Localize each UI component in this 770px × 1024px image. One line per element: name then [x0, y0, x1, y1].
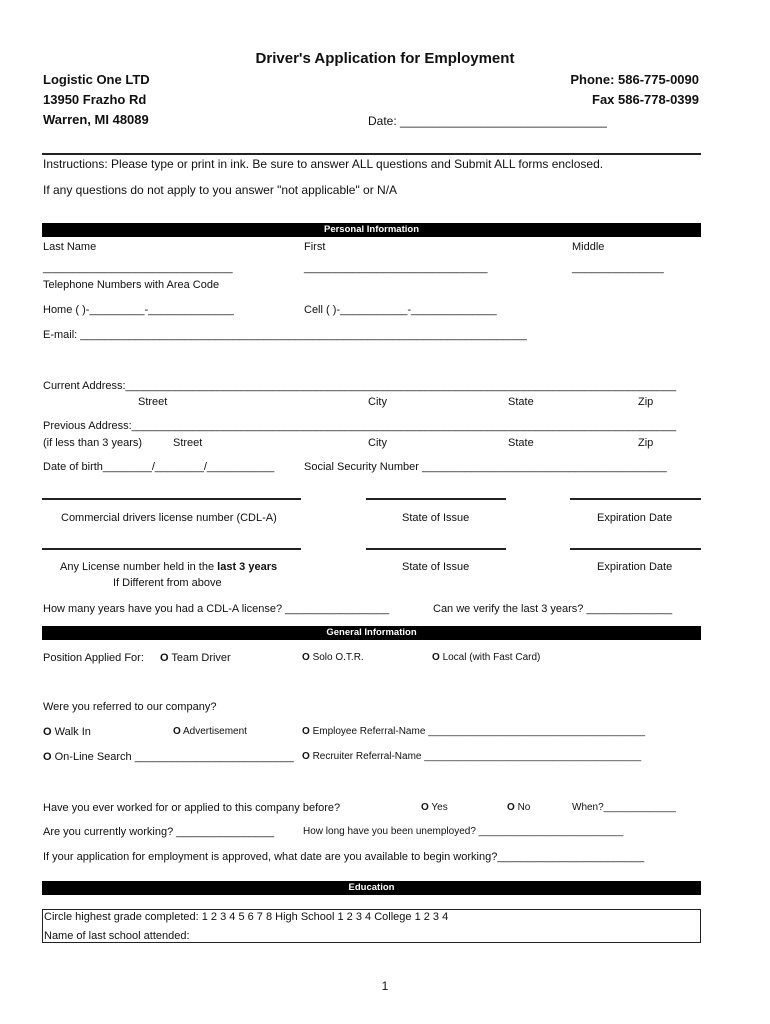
team-driver-option[interactable]: O Team Driver — [160, 652, 231, 664]
verify-field[interactable]: Can we verify the last 3 years? ______________ — [433, 603, 673, 615]
email-field[interactable]: E-mail: _________________________________________________________________________ — [43, 329, 527, 341]
available-date-field[interactable]: If your application for employment is approved, what date are you available to begin working?________________________ — [43, 851, 645, 863]
worked-before-when[interactable]: When?_____________ — [572, 802, 676, 813]
cdl-number-line[interactable] — [42, 498, 301, 500]
recruiter-referral-option[interactable]: O Recruiter Referral-Name _______________________________________ — [302, 751, 642, 762]
home-phone-field[interactable]: Home ( )-_________-______________ — [43, 304, 234, 316]
worked-before-no[interactable]: O No — [507, 802, 531, 813]
other-license-expiration-line[interactable] — [570, 548, 701, 550]
cdl-state-label: State of Issue — [402, 512, 470, 524]
current-address-field[interactable]: Current Address:__________________________________________________________________________________________ — [43, 380, 677, 392]
other-license-line[interactable] — [42, 548, 301, 550]
cdl-state-line[interactable] — [366, 498, 506, 500]
general-information-header: General Information — [42, 626, 701, 640]
local-option[interactable]: O Local (with Fast Card) — [432, 652, 541, 663]
company-street: 13950 Frazho Rd — [43, 92, 147, 107]
other-license-state-line[interactable] — [366, 548, 506, 550]
date-field[interactable]: Date: _______________________________ — [368, 114, 607, 128]
middle-name-field[interactable]: _______________ — [572, 262, 664, 274]
position-applied-label: Position Applied For: — [43, 652, 144, 664]
current-state-label: State — [508, 396, 534, 408]
worked-before-question: Have you ever worked for or applied to this company before? — [43, 802, 341, 814]
previous-address-field[interactable]: Previous Address:_________________________________________________________________________________________ — [43, 420, 677, 432]
previous-street-label: Street — [173, 437, 203, 449]
current-zip-label: Zip — [638, 396, 654, 408]
worked-before-yes[interactable]: O Yes — [421, 802, 448, 813]
first-name-label: First — [304, 241, 326, 253]
highest-grade-field[interactable]: Circle highest grade completed: 1 2 3 4 5 6 7 8 High School 1 2 3 4 College 1 2 3 4 — [44, 911, 449, 923]
other-license-expiration-label: Expiration Date — [597, 561, 673, 573]
date-of-birth-field[interactable]: Date of birth________/________/___________ — [43, 461, 275, 473]
other-license-label: Any License number held in the last 3 years — [60, 561, 278, 573]
cdl-years-field[interactable]: How many years have you had a CDL-A license? _________________ — [43, 603, 390, 615]
current-street-label: Street — [138, 396, 168, 408]
company-city: Warren, MI 48089 — [43, 112, 149, 127]
if-different-label: If Different from above — [113, 577, 222, 589]
walk-in-option[interactable]: O Walk In — [43, 726, 91, 738]
previous-state-label: State — [508, 437, 534, 449]
last-name-label: Last Name — [43, 241, 97, 253]
cell-phone-field[interactable]: Cell ( )-___________-______________ — [304, 304, 497, 316]
last-school-field[interactable]: Name of last school attended: — [44, 930, 190, 942]
company-phone: Phone: 586-775-0090 — [570, 72, 699, 87]
currently-working-field[interactable]: Are you currently working? ________________ — [43, 826, 275, 838]
first-name-field[interactable]: ______________________________ — [304, 262, 488, 274]
employee-referral-option[interactable]: O Employee Referral-Name _______________________________________ — [302, 726, 646, 737]
referred-question: Were you referred to our company? — [43, 701, 217, 713]
other-license-state-label: State of Issue — [402, 561, 470, 573]
cdl-expiration-line[interactable] — [570, 498, 701, 500]
previous-city-label: City — [368, 437, 387, 449]
last-name-field[interactable]: _______________________________ — [43, 262, 233, 274]
unemployed-duration-field[interactable]: How long have you been unemployed? __________________________ — [303, 826, 624, 837]
instructions-line-1: Instructions: Please type or print in ink. Be sure to answer ALL questions and Submit ALL forms enclosed. — [43, 157, 604, 171]
ssn-field[interactable]: Social Security Number ________________________________________ — [304, 461, 667, 473]
less-than-label: (if less than 3 years) — [43, 437, 143, 449]
personal-information-header: Personal Information — [42, 223, 701, 237]
cdl-number-label: Commercial drivers license number (CDL-A) — [61, 512, 277, 524]
education-header: Education — [42, 881, 701, 895]
telephone-label: Telephone Numbers with Area Code — [43, 279, 220, 291]
header-divider — [42, 153, 701, 155]
company-name: Logistic One LTD — [43, 72, 150, 87]
advertisement-option[interactable]: O Advertisement — [173, 726, 247, 737]
company-fax: Fax 586-778-0399 — [592, 92, 699, 107]
current-city-label: City — [368, 396, 387, 408]
solo-otr-option[interactable]: O Solo O.T.R. — [302, 652, 364, 663]
online-search-option[interactable]: O On-Line Search __________________________ — [43, 751, 294, 763]
previous-zip-label: Zip — [638, 437, 654, 449]
page-title: Driver's Application for Employment — [255, 50, 515, 67]
cdl-expiration-label: Expiration Date — [597, 512, 673, 524]
page-number: 1 — [381, 979, 389, 993]
instructions-line-2: If any questions do not apply to you answer "not applicable" or N/A — [43, 183, 398, 197]
middle-name-label: Middle — [572, 241, 605, 253]
